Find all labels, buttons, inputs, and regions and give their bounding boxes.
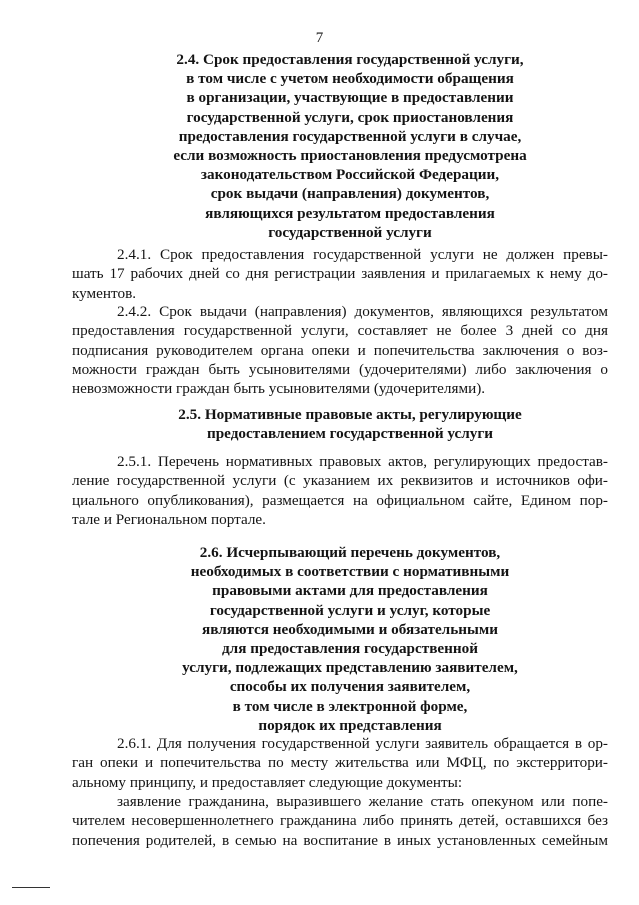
heading-line: срок выдачи (направления) документов, bbox=[210, 185, 490, 203]
heading-line: в том числе с учетом необходимости обращения bbox=[186, 70, 514, 88]
heading-line: государственной услуги и услуг, которые bbox=[209, 601, 491, 619]
heading-line: государственной услуги bbox=[268, 223, 432, 241]
heading-line: услуги, подлежащих представлению заявителем, bbox=[182, 659, 518, 677]
heading-line: 2.5. Нормативные правовые акты, регулирующие bbox=[178, 406, 522, 423]
text-line: предоставления государственной услуги, составляет не более 3 дней со дня bbox=[72, 322, 608, 340]
paragraph-2-4-1 bbox=[72, 245, 608, 303]
section-2-6-heading bbox=[100, 543, 600, 735]
text-line: циального опубликования), размещается на официальном сайте, Едином пор- bbox=[72, 491, 608, 509]
section-2-5-heading bbox=[100, 405, 600, 443]
heading-line: порядок их представления bbox=[258, 716, 442, 734]
heading-line: правовыми актами для предоставления bbox=[212, 582, 488, 600]
heading-line: предоставления государственной услуги в случае, bbox=[178, 127, 522, 145]
heading-line: способы их получения заявителем, bbox=[229, 678, 471, 696]
paragraph-applicant-statement bbox=[72, 792, 608, 850]
text-line: подписания руководителем органа опеки и попечительства заключения о воз- bbox=[72, 341, 608, 359]
heading-line: в том числе в электронной форме, bbox=[232, 697, 468, 715]
text-line: шать 17 рабочих дней со дня регистрации заявления и прилагаемых к нему до- bbox=[72, 265, 608, 283]
heading-line: предоставлением государственной услуги bbox=[206, 425, 494, 443]
heading-line: являющихся результатом предоставления bbox=[205, 204, 495, 222]
text-line: ление государственной услуги (с указанием их реквизитов и источников офи- bbox=[72, 472, 608, 490]
footnote-rule bbox=[12, 887, 50, 888]
heading-line: в организации, участвующие в предоставлении bbox=[186, 89, 514, 107]
page-number: 7 bbox=[315, 30, 324, 46]
heading-line: если возможность приостановления предусмотрена bbox=[173, 147, 527, 165]
paragraph-2-4-2 bbox=[72, 302, 608, 398]
text-line: 2.6.1. Для получения государственной услуги заявитель обращается в ор- bbox=[117, 735, 608, 752]
heading-line: необходимых в соответствии с нормативными bbox=[190, 563, 510, 581]
text-line: 2.5.1. Перечень нормативных правовых актов, регулирующих предостав- bbox=[117, 453, 608, 470]
heading-line: 2.6. Исчерпывающий перечень документов, bbox=[199, 544, 501, 561]
text-line: альному принципу, и предоставляет следующие документы: bbox=[72, 773, 463, 791]
text-line: 2.4.1. Срок предоставления государственной услуги не должен превы- bbox=[117, 246, 608, 263]
text-line: попечения родителей, в семью на воспитание в иных установленных семейным bbox=[72, 831, 608, 849]
text-line: можности граждан быть усыновителями (удочерителями) либо заключения о bbox=[72, 360, 608, 378]
heading-line: государственной услуги, срок приостановления bbox=[186, 108, 514, 126]
paragraph-2-5-1 bbox=[72, 452, 608, 529]
text-line: 2.4.2. Срок выдачи (направления) документов, являющихся результатом bbox=[117, 303, 608, 320]
paragraph-2-6-1 bbox=[72, 734, 608, 792]
text-line: заявление гражданина, выразившего желание стать опекуном или попе- bbox=[117, 793, 608, 810]
text-line: тале и Региональном портале. bbox=[72, 510, 266, 528]
text-line: кументов. bbox=[72, 284, 137, 302]
heading-line: законодательством Российской Федерации, bbox=[200, 166, 500, 184]
heading-line: являются необходимыми и обязательными bbox=[202, 620, 498, 638]
heading-line: для предоставления государственной bbox=[222, 640, 478, 658]
text-line: чителем несовершеннолетнего гражданина либо принять детей, оставшихся без bbox=[72, 812, 608, 830]
heading-line: 2.4. Срок предоставления государственной услуги, bbox=[176, 51, 524, 68]
section-2-4-heading bbox=[100, 50, 600, 242]
text-line: ган опеки и попечительства по месту жительства или МФЦ, по экстерритори- bbox=[72, 754, 608, 772]
text-line: невозможности граждан быть усыновителями (удочерителями). bbox=[72, 380, 486, 398]
